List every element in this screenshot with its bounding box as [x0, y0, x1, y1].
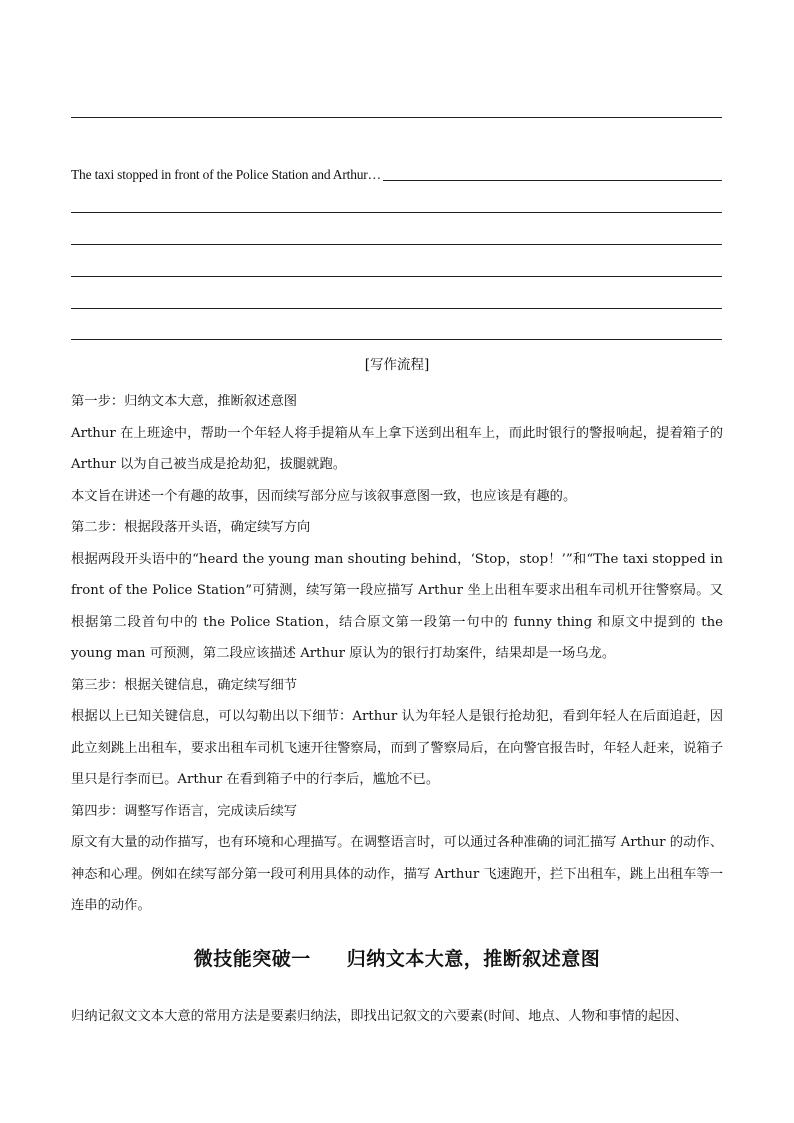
section-heading-title: 归纳文本大意，推断叙述意图: [346, 948, 601, 970]
step-4-title: 第四步：调整写作语言，完成读后续写: [71, 803, 298, 819]
step-3-body: 根据以上已知关键信息，可以勾勒出以下细节：Arthur 认为年轻人是银行抢劫犯，看到年轻人在后面追赶，因此立刻跳上出租车，要求出租车司机飞速开往警察局，而到了警察局后，在向警官报告时，年轻人赶来，说箱子里只是行李而已。Arthur 在看到箱子中的行李后，尴尬不已。: [71, 709, 723, 787]
writing-line-4: [71, 308, 722, 309]
step-1-note: 本文旨在讲述一个有趣的故事，因而续写部分应与该叙事意图一致，也应该是有趣的。: [71, 488, 577, 504]
step-1-title: 第一步：归纳文本大意，推断叙述意图: [71, 394, 298, 409]
step-2-title: 第二步：根据段落开头语，确定续写方向: [71, 520, 311, 535]
writing-line-top: [71, 117, 722, 118]
continuation-starter-text: The taxi stopped in front of the Police Station and Arthur…: [71, 167, 381, 182]
tail-paragraph: 归纳记叙文文本大意的常用方法是要素归纳法，即找出记叙文的六要素(时间、地点、人物和事情的起因、: [71, 1009, 688, 1024]
section-label: [写作流程]: [364, 357, 430, 373]
writing-line-2: [71, 244, 722, 245]
section-heading: [0, 944, 794, 974]
step-2-body: 根据两段开头语中的“heard the young man shouting behind，‘Stop，stop！’”和“The taxi stopped in front of the Police Station”可猜测，续写第一段应描写 Arthur 坐上出租车要求出租车司机开往警察局。又根据第二段首句中的 the Police Station，结合原文第一段第一句中的 funny thing 和原文中提到的 the young man 可预测，第二段应该描述 Arthur 原认为的银行打劫案件，结果却是一场乌龙。: [71, 551, 723, 661]
step-4-body: 原文有大量的动作描写，也有环境和心理描写。在调整语言时，可以通过各种准确的词汇描写 Arthur 的动作、神态和心理。例如在续写部分第一段可利用具体的动作，描写 Arthur 飞速跑开，拦下出租车，跳上出租车等一连串的动作。: [71, 835, 723, 913]
writing-line-5: [71, 339, 722, 340]
step-3-title: 第三步：根据关键信息，确定续写细节: [71, 677, 298, 693]
writing-line-starter: [383, 180, 722, 181]
continuation-starter-row: [71, 164, 722, 184]
writing-line-3: [71, 276, 722, 277]
section-heading-label: 微技能突破一: [193, 948, 311, 970]
step-1-body: Arthur 在上班途中，帮助一个年轻人将手提箱从车上拿下送到出租车上，而此时银行的警报响起，提着箱子的 Arthur 以为自己被当成是抢劫犯，拔腿就跑。: [71, 425, 723, 472]
writing-process-content: [71, 386, 723, 922]
writing-line-1: [71, 212, 722, 213]
